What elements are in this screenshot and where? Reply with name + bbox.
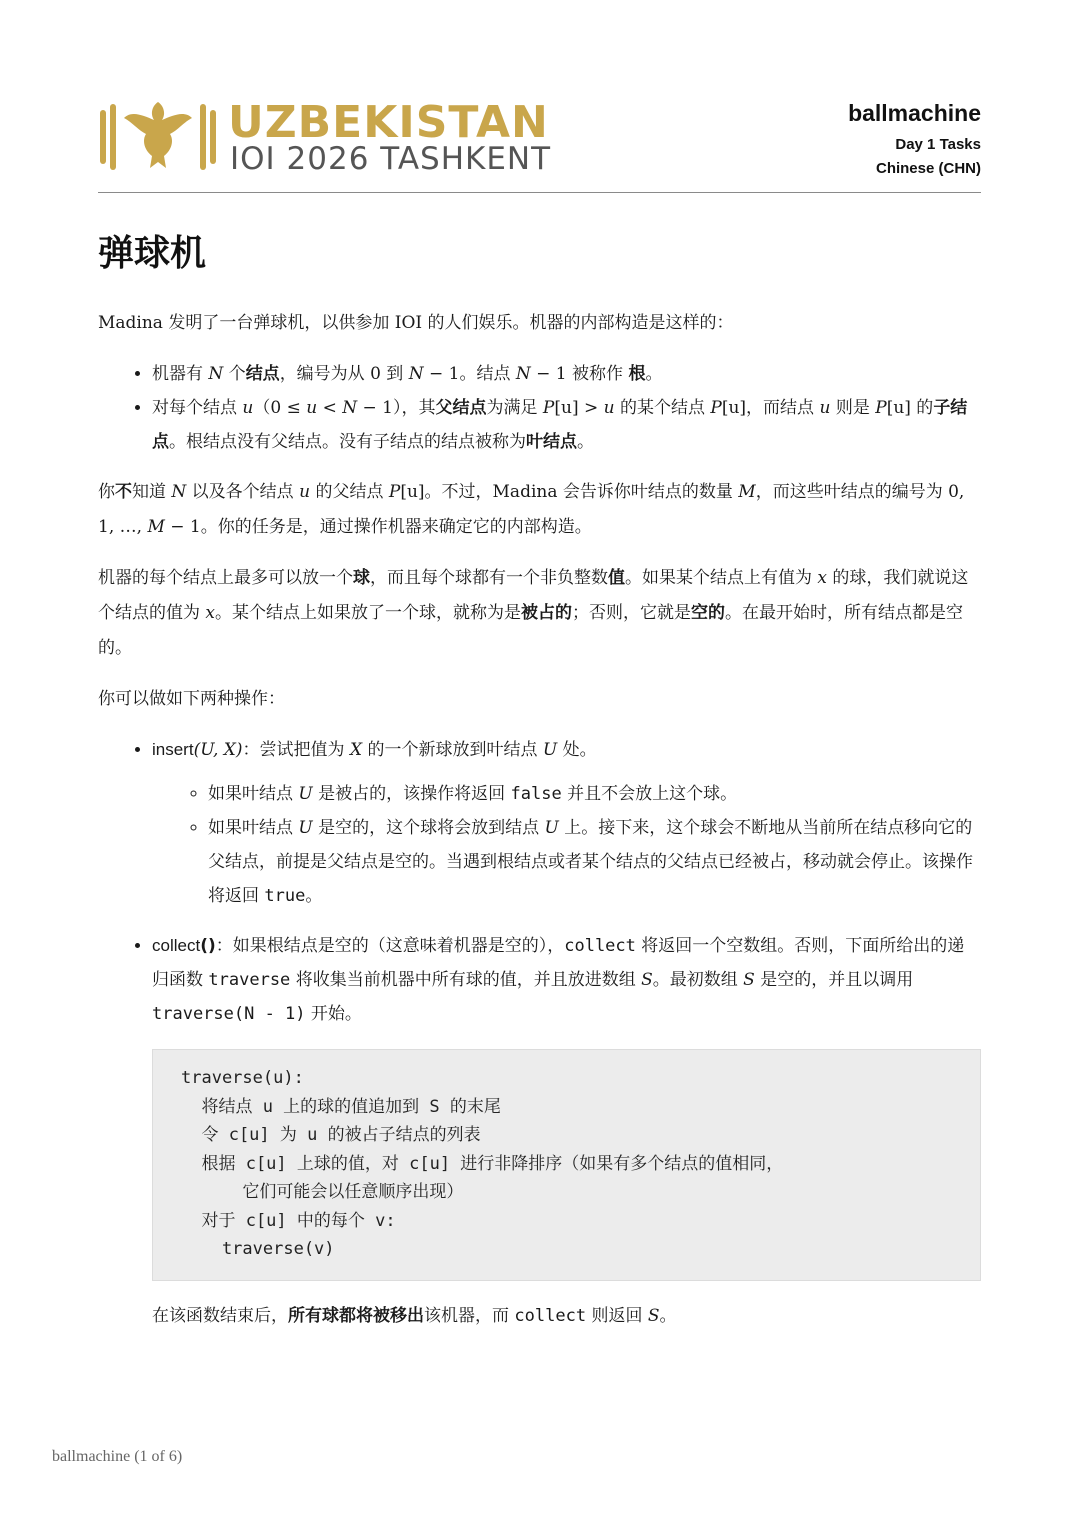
operations-list (98, 733, 981, 1031)
code-literal: true (264, 886, 306, 906)
math-var: S (647, 1305, 660, 1326)
text: 的某个结点 (614, 398, 711, 418)
code-line: traverse(u): (181, 1068, 304, 1088)
math-var: N (171, 482, 187, 502)
text: 。 (577, 432, 594, 452)
text: 则返回 (586, 1305, 648, 1326)
code-literal: traverse(N - 1) (152, 1004, 306, 1024)
text: 你 (98, 482, 115, 502)
text: 。 (305, 886, 323, 906)
code-literal: traverse (208, 970, 291, 990)
math-var: U (298, 818, 313, 838)
text: 个 (223, 364, 246, 384)
text: 是被占的，该操作将返回 (312, 784, 511, 804)
code-line: traverse(v) (181, 1239, 335, 1259)
text: 将收集当前机器中所有球的值，并且放进数组 (290, 970, 642, 990)
text: 知道 (132, 482, 172, 502)
term: 空的 (691, 603, 725, 623)
operation-args: () (200, 936, 216, 956)
text: [u] > (554, 398, 604, 418)
math-var: P (875, 398, 887, 418)
intro-paragraph: Madina 发明了一台弹球机，以供参加 IOI 的人们娱乐。机器的内部构造是这样的： (98, 313, 734, 333)
text: （0 ≤ (253, 398, 307, 418)
text: − 1 被称作 (530, 364, 629, 384)
text: ，而这些叶结点的编号为 0, 1, …, (98, 482, 965, 537)
math-var: N (342, 398, 358, 418)
list-item (152, 391, 981, 459)
text: 在该函数结束后， (152, 1305, 288, 1326)
logo-subtitle: IOI 2026 TASHKENT (230, 141, 552, 177)
term: 值 (608, 568, 625, 588)
text: − 1），其 (357, 398, 436, 418)
math-var: X (349, 740, 363, 760)
math-var: u (603, 398, 615, 418)
math-var: S (743, 970, 755, 990)
text: 如果叶结点 (208, 784, 299, 804)
text: [u]。不过，Madina 会告诉你叶结点的数量 (400, 482, 739, 502)
term: 被占的 (521, 603, 572, 623)
term: 父结点 (435, 398, 487, 418)
text: 。根结点没有父结点。没有子结点的结点被称为 (169, 432, 526, 452)
text: 该机器，而 (424, 1305, 515, 1326)
math-var: M (147, 517, 165, 537)
text: [u]，而结点 (721, 398, 820, 418)
text: 。最初数组 (652, 970, 744, 990)
math-var: P (542, 398, 555, 418)
math-var: N (408, 364, 424, 384)
text: 对每个结点 (152, 398, 243, 418)
term: 不 (115, 482, 132, 502)
text: ：尝试把值为 (242, 740, 350, 760)
text: 处。 (557, 740, 597, 760)
text: 并且不会放上这个球。 (561, 784, 738, 804)
math-var: S (641, 970, 653, 990)
list-item (208, 811, 981, 913)
math-var: N (208, 364, 224, 384)
operations-intro: 你可以做如下两种操作： (98, 689, 285, 709)
text: 的球，我们就说这个结点的值为 (98, 568, 969, 623)
text: ，而且每个球都有一个非负整数 (370, 568, 608, 588)
header-divider (98, 192, 981, 193)
page-footer: ballmachine (1 of 6) (52, 1448, 183, 1465)
task-day: Day 1 Tasks (895, 136, 981, 153)
text: 是空的，并且以调用 (754, 970, 914, 990)
task-language: Chinese (CHN) (875, 160, 981, 177)
text: 开始。 (305, 1004, 362, 1024)
math-var: u (299, 482, 311, 502)
ball-paragraph (98, 561, 981, 666)
term: 所有球都将被移出 (288, 1305, 424, 1326)
page-title: 弹球机 (98, 233, 207, 274)
text: 。某个结点上如果放了一个球，就称为是 (215, 603, 521, 623)
collect-operation (152, 929, 981, 1031)
insert-operation (152, 733, 981, 913)
text: 。 (659, 1305, 677, 1326)
insert-cases-list (152, 777, 981, 913)
text: 如果叶结点 (208, 818, 299, 838)
text: 将返回一个空数组。否则，下面所给出的递归函数 (152, 936, 965, 990)
code-line: 对于 c[u] 中的每个 v: (181, 1210, 396, 1231)
operation-name: insert (152, 740, 194, 759)
term: 叶结点 (526, 432, 577, 452)
code-line: 将结点 u 上的球的值追加到 S 的末尾 (181, 1096, 501, 1117)
text: 机器的每个结点上最多可以放一个 (98, 568, 353, 588)
text: 机器有 (152, 364, 209, 384)
task-statement (98, 228, 981, 1350)
text: 是空的，这个球将会放到结点 (312, 818, 545, 838)
text: 的父结点 (310, 482, 389, 502)
term: 球 (353, 568, 370, 588)
code-literal: false (510, 784, 562, 804)
code-line: 根据 c[u] 上球的值，对 c[u] 进行非降排序（如果有多个结点的值相同， (181, 1153, 784, 1174)
code-literal: collect (514, 1305, 587, 1326)
math-var: u (306, 398, 318, 418)
text: 上。接下来，这个球会不断地从当前所在结点移向它的父结点，前提是父结点是空的。当遇到根结点或者某个结点的父结点已经被占，移动就会停止。该操作将返回 (208, 818, 973, 906)
math-var: x (205, 603, 215, 623)
code-line: 令 c[u] 为 u 的被占子结点的列表 (181, 1125, 481, 1145)
math-var: P (710, 398, 722, 418)
after-traverse-paragraph (152, 1299, 981, 1334)
logo-title: UZBEKISTAN (228, 97, 549, 148)
text: ；否则，它就是 (572, 603, 691, 623)
term: 根 (628, 364, 646, 384)
term: 结点 (245, 364, 280, 384)
text: − 1。结点 (423, 364, 516, 384)
math-var: u (242, 398, 254, 418)
task-name: ballmachine (848, 100, 981, 126)
text: 则是 (830, 398, 876, 418)
text: < (317, 398, 343, 418)
math-var: u (819, 398, 831, 418)
term: 子结点 (152, 398, 968, 452)
math-var: P (388, 482, 401, 502)
text: 。在最开始时，所有结点都是空的。 (98, 603, 963, 658)
text: ：如果根结点是空的（这意味着机器是空的）， (215, 936, 565, 956)
math-var: U (298, 784, 313, 804)
math-var: U (542, 740, 558, 760)
text: 的一个新球放到叶结点 (362, 740, 543, 760)
text: 。如果某个结点上有值为 (625, 568, 818, 588)
math-var: N (515, 364, 531, 384)
traverse-code-block (152, 1049, 981, 1281)
eagle-emblem-icon (98, 96, 218, 176)
code-line: 它们可能会以任意顺序出现） (181, 1182, 464, 1202)
text: − 1。你的任务是，通过操作机器来确定它的内部构造。 (164, 517, 592, 537)
text: 为满足 (486, 398, 543, 418)
math-var: M (738, 482, 756, 502)
math-args: (U, X) (193, 740, 243, 760)
text: ，编号为从 0 到 (279, 364, 409, 384)
structure-list (98, 357, 981, 459)
math-var: U (544, 818, 559, 838)
list-item (208, 777, 981, 811)
text: 。 (645, 364, 663, 384)
text: 以及各个结点 (186, 482, 300, 502)
code-literal: collect (564, 936, 636, 956)
operation-name: collect (152, 936, 201, 955)
text: [u] 的 (886, 398, 934, 418)
page-header (98, 96, 981, 194)
list-item (152, 357, 981, 391)
math-var: x (817, 568, 827, 588)
unknown-structure-paragraph (98, 475, 981, 545)
